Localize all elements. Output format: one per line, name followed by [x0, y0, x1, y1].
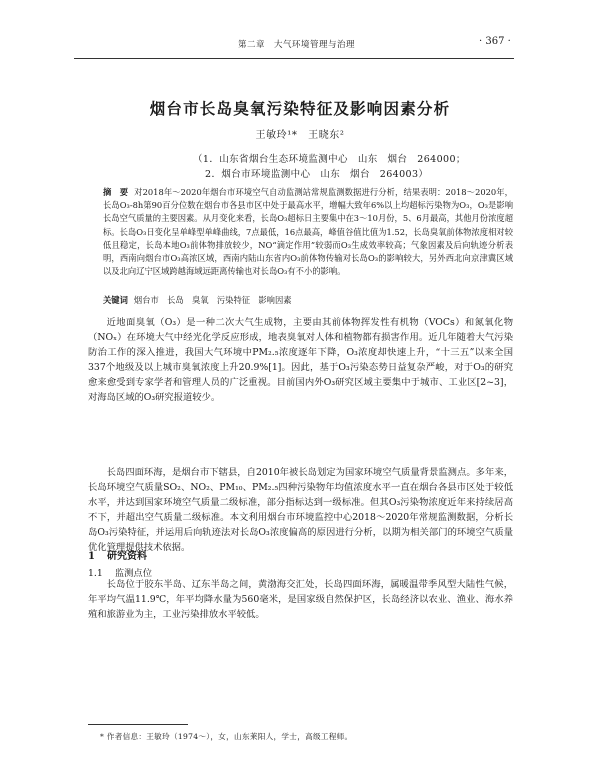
header-divider [74, 58, 514, 59]
abstract-text: 对2018年～2020年烟台市环境空气自动监测站常规监测数据进行分析，结果表明：2018～2020年，长岛O₃-8h第90百分位数在烟台市各县市区中处于最高水平，增幅大致年6%以上均超标污染物为O₃，O₃是影响长岛空气质量的主要因素。从月变化来看，长岛O₃超标日主要集中在3～10月份，5、6月最高，其他月份浓度超标。长岛O₃日变化呈单峰型单峰曲线，7点最低，16点最高，峰值谷值比值为1.52，长岛臭氧前体物浓度相对较低且稳定，长岛本地O₃前体物排放较少，NO“滴定作用”较弱而O₃生成效率较高；气象因素及后向轨迹分析表明，西南向烟台市O₃高浓区域，西南内陆山东省内O₃前体物传输对长岛O₃的影响较大，另外西北向京津冀区域以及北向辽宁区域跨越海域远距离传输也对长岛O₃有不小的影响。 [103, 187, 513, 277]
page-number: · 367 · [479, 36, 511, 47]
paper-title: 烟台市长岛臭氧污染特征及影响因素分析 [149, 99, 451, 118]
affiliation-1: （1．山东省烟台生态环境监测中心 山东 烟台 264000； [193, 154, 466, 165]
subsection-title: 监测点位 [114, 568, 152, 579]
chapter-title: 第二章 大气环境管理与治理 [238, 40, 356, 50]
abstract-label: 摘 要 [103, 187, 129, 197]
intro-paragraph-2: 长岛四面环海，是烟台市下辖县，自2010年被长岛划定为国家环境空气质量背景监测点。多年来，长岛环境空气质量SO₂、NO₂、PM₁₀、PM₂.₅四种污染物年均值浓度水平一直在烟台各县市区处于较低水平，并达到国家环境空气质量二级标准，部分指标达到一级标准。但其O₃污染物浓度近年来持续居高不下，并超出空气质量二级标准。本文利用烟台市环境监控中心2018～2020年常规监测数据，分析长岛O₃污染特征，并运用后向轨迹法对长岛O₃浓度偏高的原因进行分析，以期为相关部门的环境空气质量优化管理提供技术依据。 [88, 467, 513, 553]
section-title: 研究资料 [106, 551, 147, 562]
section-heading [88, 547, 147, 562]
footnote-divider [88, 724, 188, 725]
keywords-label: 关键词 [103, 295, 128, 305]
authors: 王敏玲¹* 王晓东² [255, 130, 345, 141]
author-footnote: * 作者信息：王敏玲（1974～），女，山东莱阳人，学士，高级工程师。 [100, 732, 353, 741]
running-header [0, 34, 600, 54]
subsection-number: 1.1 [88, 568, 103, 579]
keywords [103, 294, 513, 307]
intro-paragraph-1: 近地面臭氧（O₃）是一种二次大气生成物，主要由其前体物挥发性有机物（VOCs）和氮氧化物（NOₓ）在环境大气中经光化学反应形成，地表臭氧对人体和植物都有损害作用。近几年随着大气污染防治工作的深入推进，我国大气环境中PM₂.₅浓度逐年下降，O₃浓度却快速上升，“十三五”以来全国337个地级及以上城市臭氧浓度上升20.9%[1]。因此，基于O₃污染态势日益复杂严峻，对于O₃的研究愈来愈受到专家学者和管理人员的广泛重视。目前国内外O₃研究区域主要集中于城市、工业区[2~3]，对海岛区域的O₃研究报道较少。 [88, 317, 513, 403]
abstract [103, 186, 513, 278]
keywords-text: 烟台市 长岛 臭氧 污染特征 影响因素 [133, 295, 292, 305]
subsection-heading [88, 565, 152, 579]
affiliation-2: 2．烟台市环境监测中心 山东 烟台 264003） [205, 169, 429, 180]
site-paragraph: 长岛位于胶东半岛、辽东半岛之间，黄渤海交汇处，长岛四面环海，属暖温带季风型大陆性气候，年平均气温11.9℃，年平均降水量为560毫米，是国家级自然保护区，长岛经济以农业、渔业、海水养殖和旅游业为主，工业污染排放水平较低。 [88, 579, 513, 620]
section-number: 1 [88, 551, 95, 562]
